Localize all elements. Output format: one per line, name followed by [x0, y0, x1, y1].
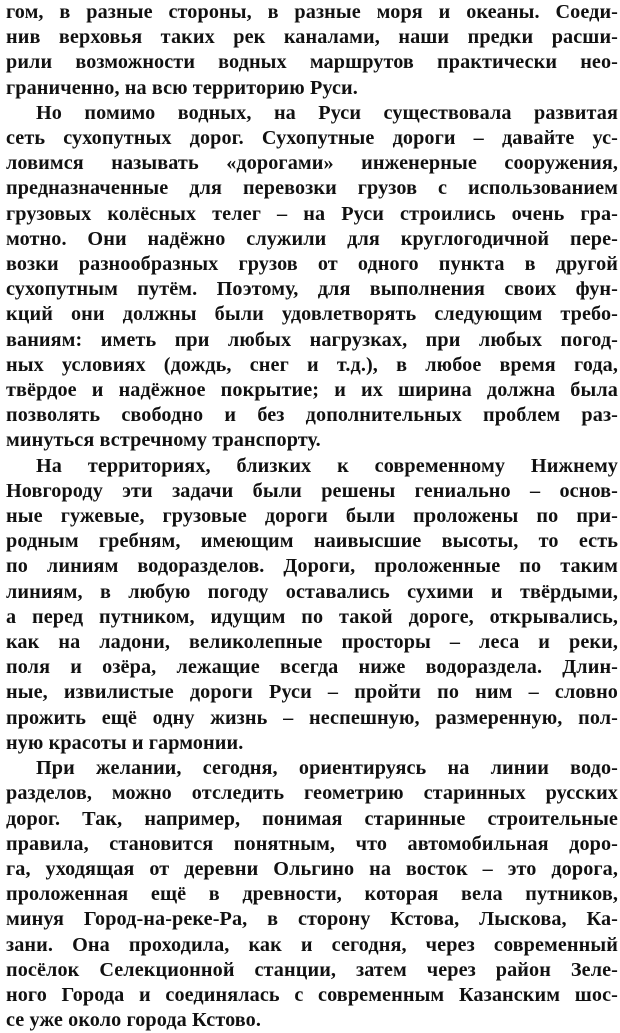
text-line: сеть сухопутных дорог. Сухопутные дороги – давайте ус-	[6, 127, 618, 150]
text-line: линиям, в любую погоду оставались сухими и твёрдыми,	[6, 580, 618, 603]
text-line: разделов, можно отследить геометрию старинных русских	[6, 782, 618, 805]
text-line: га, уходящая от деревни Ольгино на восток – это дорога,	[6, 857, 618, 880]
paragraph-1	[6, 0, 618, 101]
text-line: ного Города и соединялась с современным Казанским шос-	[6, 983, 618, 1006]
text-line: ные гужевые, грузовые дороги были проложены по при-	[6, 505, 618, 528]
text-line: проложенная ещё в древности, которая вела путников,	[6, 883, 618, 906]
text-line: рили возможности водных маршрутов практически нео-	[6, 51, 618, 74]
text-line: как на ладони, великолепные просторы – леса и реки,	[6, 631, 618, 654]
text-line: правила, становится понятным, что автомобильная доро-	[6, 832, 618, 855]
text-line: минуя Город-на-реке-Ра, в сторону Кстова, Лыскова, Ка-	[6, 908, 618, 931]
text-line: ных условиях (дождь, снег и т.д.), в любое время года,	[6, 353, 618, 376]
text-line: гом, в разные стороны, в разные моря и океаны. Соеди-	[6, 1, 618, 23]
text-line: се уже около города Кстово.	[6, 1009, 261, 1032]
paragraph-4	[6, 756, 618, 1033]
text-line: грузовых колёсных телег – на Руси строились очень гра-	[6, 202, 618, 225]
text-line: прожить ещё одну жизнь – неспешную, размеренную, пол-	[6, 706, 618, 729]
text-line: предназначенные для перевозки грузов с использованием	[6, 177, 618, 200]
text-line: родным гребням, имеющим наивысшие высоты, то есть	[6, 530, 618, 553]
text-line: сухопутным путём. Поэтому, для выполнения своих фун-	[6, 278, 618, 301]
text-line: по линиям водоразделов. Дороги, проложенные по таким	[6, 555, 618, 578]
text-line: а перед путником, идущим по такой дороге, открывались,	[6, 605, 618, 628]
text-line: минуться встречному транспорту.	[6, 429, 321, 452]
text-line: ные, извилистые дороги Руси – пройти по ним – словно	[6, 681, 618, 704]
text-line: зани. Она проходила, как и сегодня, через современный	[6, 933, 618, 956]
text-line: Но помимо водных, на Руси существовала развитая	[36, 101, 618, 124]
text-line: Новгороду эти задачи были решены гениально – основ-	[6, 479, 618, 502]
paragraph-2	[6, 101, 618, 454]
text-line: мотно. Они надёжно служили для круглогодичной пере-	[6, 227, 618, 250]
text-line: нив верховья таких рек каналами, наши предки расши-	[6, 26, 618, 49]
text-line: кций они должны были удовлетворять следующим требо-	[6, 303, 618, 326]
text-line: позволять свободно и без дополнительных проблем раз-	[6, 404, 618, 427]
text-line: посёлок Селекционной станции, затем через район Зеле-	[6, 958, 618, 981]
paragraph-3	[6, 454, 618, 756]
text-line: дорог. Так, например, понимая старинные строительные	[6, 807, 618, 830]
text-line: ваниям: иметь при любых нагрузках, при любых погод-	[6, 328, 618, 351]
text-line: поля и озёра, лежащие всегда ниже водораздела. Длин-	[6, 656, 618, 679]
text-line: На территориях, близких к современному Нижнему	[36, 454, 618, 477]
text-line: возки разнообразных грузов от одного пункта в другой	[6, 253, 618, 276]
text-line: ловимся называть «дорогами» инженерные сооружения,	[6, 152, 618, 175]
text-line: твёрдое и надёжное покрытие; и их ширина должна была	[6, 379, 618, 402]
text-line: граниченно, на всю территорию Руси.	[6, 76, 358, 99]
text-line: ную красоты и гармонии.	[6, 731, 244, 754]
text-line: При желании, сегодня, ориентируясь на линии водо-	[36, 757, 618, 780]
document-page	[6, 0, 618, 1032]
